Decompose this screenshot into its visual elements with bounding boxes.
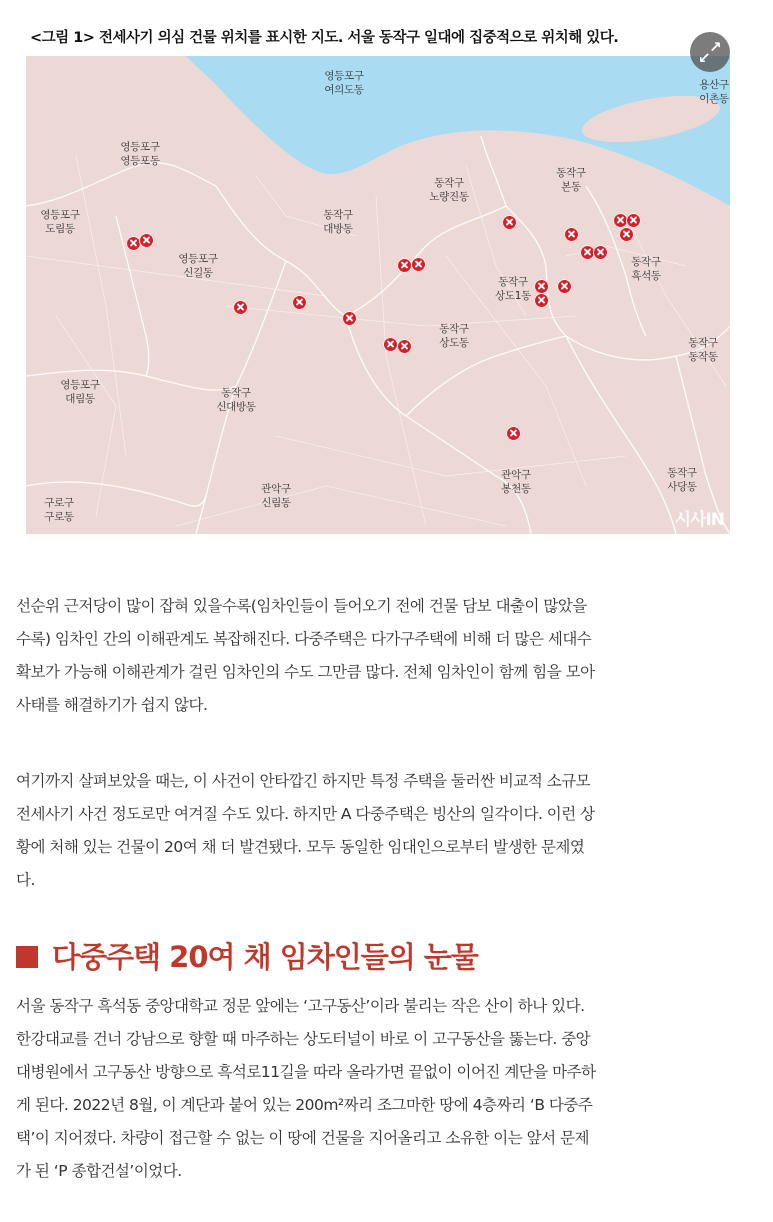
expand-icon-inner: ↙ [698,49,711,67]
suspected-building-marker[interactable] [342,311,357,326]
map-label [40,208,79,236]
streets [26,156,726,526]
map-label-line: 용산구 [699,79,729,91]
map-label [324,69,363,97]
paragraph-line: 확보가 가능해 이해관계가 걸린 임차인의 수도 그만큼 많다. 전체 임차인이 함께 힘을 모아 [16,663,595,681]
paragraph-line: 선순위 근저당이 많이 잡혀 있을수록(임차인들이 들어오기 전에 건물 담보 대출이 많았을 [16,597,587,615]
map-label-line: 영등포구 [120,141,160,153]
map-label-line: 도림동 [45,223,75,235]
map-label-line: 상도1동 [495,290,531,302]
map-label [667,466,697,494]
map-label-line: 영등포구 [60,379,100,391]
suspected-building-marker[interactable] [397,258,412,273]
paragraph-line: 황에 처해 있는 건물이 20여 채 더 발견됐다. 모두 동일한 임대인으로부터 발생한 문제였 [16,838,585,856]
map-background [26,56,730,534]
map-label-line: 관악구 [501,469,531,481]
suspected-building-marker[interactable] [233,300,248,315]
map-label [178,252,217,280]
map-label-line: 대림동 [65,393,95,405]
map-label [60,378,99,406]
map-label [44,496,74,524]
map-label-line: 구로구 [44,497,74,509]
suspected-building-marker[interactable] [506,426,521,441]
map-label-line: 동작구 [688,337,718,349]
map-label [429,176,468,204]
suspected-building-marker[interactable] [564,227,579,242]
suspected-building-marker[interactable] [502,215,517,230]
map-label-line: 동작구 [631,256,661,268]
map-label-line: 신길동 [183,267,213,279]
paragraph-1 [16,590,756,722]
map-label [439,322,469,350]
paragraph-line: 전세사기 사건 정도로만 여겨질 수도 있다. 하지만 A 다중주택은 빙산의 일각이다. 이런 상 [16,805,595,823]
paragraph-line: 대병원에서 고구동산 방향으로 흑석로11길을 따라 올라가면 끝없이 이어진 계단을 마주하 [16,1063,596,1081]
map-label [216,386,255,414]
suspected-building-marker[interactable] [534,279,549,294]
suspected-building-marker[interactable] [292,295,307,310]
map-label [556,166,586,194]
paragraph-2 [16,765,756,897]
map-label-line: 동작구 [439,323,469,335]
paragraph-line: 서울 동작구 흑석동 중앙대학교 정문 앞에는 ‘고구동산’이라 불리는 작은 산이 하나 있다. [16,997,585,1015]
suspected-building-marker[interactable] [534,293,549,308]
suspected-building-marker[interactable] [626,213,641,228]
paragraph-line: 다. [16,871,35,889]
suspected-building-marker[interactable] [383,337,398,352]
suspected-building-marker[interactable] [593,245,608,260]
expand-icon: ↗ [709,38,722,56]
heading-square-icon [16,946,38,968]
map-label [631,255,661,283]
paragraph-line: 가 된 ‘P 종합건설’이었다. [16,1162,182,1180]
map-label-line: 대방동 [323,223,353,235]
suspected-building-marker[interactable] [619,227,634,242]
map-label-line: 신림동 [261,497,291,509]
district-boundaries [26,136,730,534]
sisain-logo: 시사IN [674,510,724,530]
map-label [501,468,531,496]
map-label-line: 영등포구 [40,209,80,221]
map-label-line: 사당동 [667,481,697,493]
map-label-line: 영등포구 [324,70,364,82]
map-label-line: 상도동 [439,337,469,349]
map-label-line: 동작구 [667,467,697,479]
map-label-line: 흑석동 [631,270,661,282]
map-label [261,482,291,510]
suspected-building-marker[interactable] [557,279,572,294]
map-label [495,275,531,303]
section-heading [16,935,478,976]
map-label-line: 관악구 [261,483,291,495]
paragraph-line: 수록) 임차인 간의 이해관계도 복잡해진다. 다중주택은 다가구주택에 비해 더 많은 세대수 [16,630,592,648]
suspected-building-marker[interactable] [397,339,412,354]
map-label-line: 여의도동 [324,84,364,96]
paragraph-3 [16,990,756,1188]
map-label-line: 구로동 [44,511,74,523]
suspected-building-marker[interactable] [139,233,154,248]
map-label-line: 노량진동 [429,191,469,203]
map-label-line: 동작구 [221,387,251,399]
paragraph-line: 한강대교를 건너 강남으로 향할 때 마주하는 상도터널이 바로 이 고구동산을 뚫는다. 중앙 [16,1030,591,1048]
map-label [688,336,718,364]
map-label-line: 동작동 [688,351,718,363]
map-label-line: 이촌동 [699,93,729,105]
map-label-line: 신대방동 [216,401,256,413]
map-label [120,140,159,168]
paragraph-line: 사태를 해결하기가 쉽지 않다. [16,696,208,714]
map-label-line: 영등포구 [178,253,218,265]
expand-map-button[interactable] [690,32,730,72]
paragraph-line: 택’이 지어졌다. 차량이 접근할 수 없는 이 땅에 건물을 지어올리고 소유한 이는 앞서 문제 [16,1129,589,1147]
suspected-building-marker[interactable] [411,257,426,272]
paragraph-line: 여기까지 살펴보았을 때는, 이 사건이 안타깝긴 하지만 특정 주택을 둘러싼 비교적 소규모 [16,772,591,790]
district-map [26,56,730,534]
paragraph-line: 게 된다. 2022년 8월, 이 계단과 붙어 있는 200m²짜리 조그마한 땅에 4층짜리 ‘B 다중주 [16,1096,593,1114]
figure-caption: <그림 1> 전세사기 의심 건물 위치를 표시한 지도. 서울 동작구 일대에 집중적으로 위치해 있다. [30,30,619,46]
map-label-line: 봉천동 [501,483,531,495]
map-label [699,78,729,106]
map-label-line: 영등포동 [120,155,160,167]
map-label [323,208,353,236]
map-label-line: 동작구 [498,276,528,288]
map-label-line: 동작구 [556,167,586,179]
map-label-line: 동작구 [434,177,464,189]
map-label-line: 동작구 [323,209,353,221]
heading-text: 다중주택 20여 채 임차인들의 눈물 [52,940,478,974]
map-label-line: 본동 [561,181,581,193]
